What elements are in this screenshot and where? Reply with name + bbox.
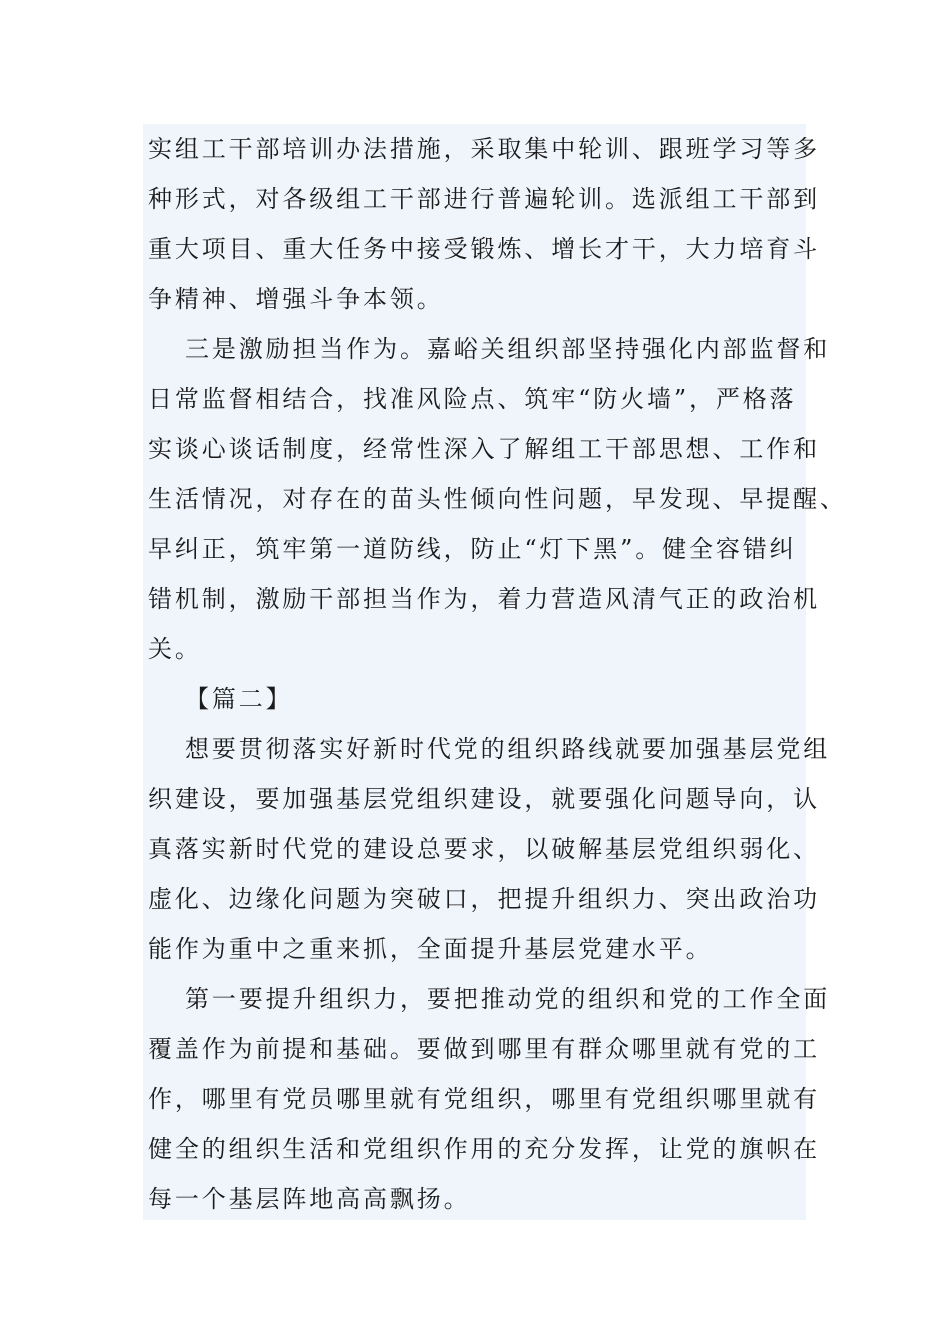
paragraph-start-line: 三是激励担当作为。嘉峪关组织部坚持强化内部监督和	[185, 335, 831, 363]
text-line: 种形式，对各级组工干部进行普遍轮训。选派组工干部到	[148, 185, 820, 213]
text-line: 虚化、边缘化问题为突破口，把提升组织力、突出政治功	[148, 885, 820, 913]
text-line: 覆盖作为前提和基础。要做到哪里有群众哪里就有党的工	[148, 1035, 820, 1063]
text-line: 织建设，要加强基层党组织建设，就要强化问题导向，认	[148, 785, 820, 813]
text-line: 日常监督相结合，找准风险点、筑牢“防火墙”，严格落	[148, 385, 797, 413]
section-heading: 【篇二】	[185, 685, 293, 713]
text-line: 错机制，激励干部担当作为，着力营造风清气正的政治机	[148, 585, 820, 613]
text-line: 生活情况，对存在的苗头性倾向性问题，早发现、早提醒、	[148, 485, 847, 513]
text-line: 关。	[148, 635, 202, 663]
paragraph-start-line: 第一要提升组织力，要把推动党的组织和党的工作全面	[185, 985, 831, 1013]
text-line: 争精神、增强斗争本领。	[148, 285, 444, 313]
text-line: 真落实新时代党的建设总要求，以破解基层党组织弱化、	[148, 835, 820, 863]
text-line: 每一个基层阵地高高飘扬。	[148, 1185, 471, 1213]
document-body	[148, 124, 847, 1224]
text-line: 实组工干部培训办法措施，采取集中轮训、跟班学习等多	[148, 135, 820, 163]
text-line: 作，哪里有党员哪里就有党组织，哪里有党组织哪里就有	[148, 1085, 820, 1113]
paragraph-start-line: 想要贯彻落实好新时代党的组织路线就要加强基层党组	[185, 735, 831, 763]
text-line: 实谈心谈话制度，经常性深入了解组工干部思想、工作和	[148, 435, 820, 463]
text-line: 重大项目、重大任务中接受锻炼、增长才干，大力培育斗	[148, 235, 820, 263]
text-line: 能作为重中之重来抓，全面提升基层党建水平。	[148, 935, 713, 963]
text-line: 健全的组织生活和党组织作用的充分发挥，让党的旗帜在	[148, 1135, 820, 1163]
text-line: 早纠正，筑牢第一道防线，防止“灯下黑”。健全容错纠	[148, 535, 797, 563]
